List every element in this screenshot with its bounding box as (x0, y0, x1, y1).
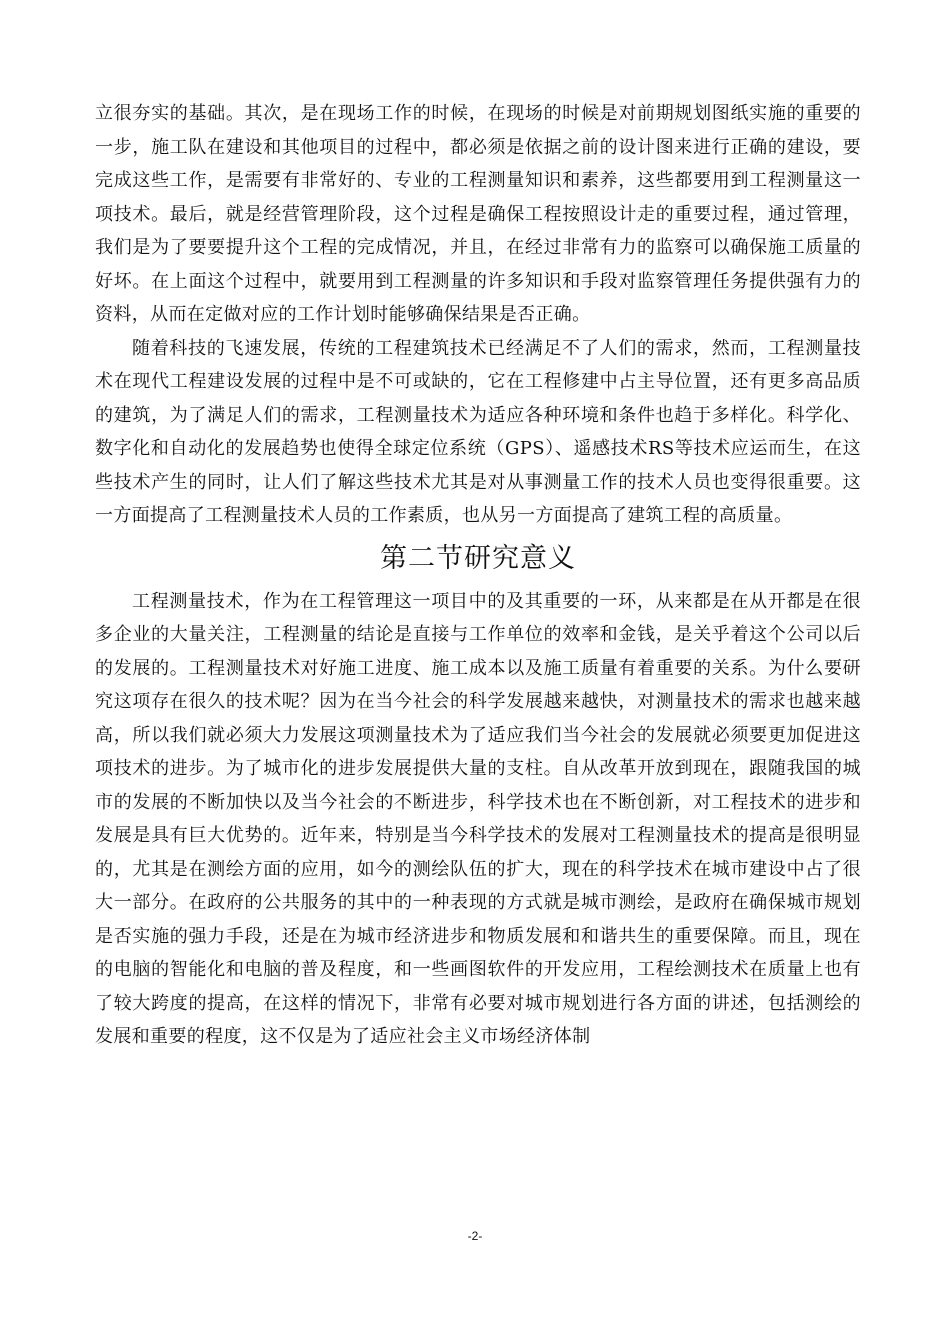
page-number: -2- (467, 1229, 483, 1243)
document-body (95, 97, 861, 1054)
section-heading: 第二节研究意义 (380, 542, 576, 574)
paragraph-research-significance: 工程测量技术，作为在工程管理这一项目中的及其重要的一环，从来都是在从开都是在很多企业的大量关注，工程测量的结论是直接与工作单位的效率和金钱，是关乎着这个公司以后的发展的。工程测量技术对好施工进度、施工成本以及施工质量有着重要的关系。为什么要研究这项存在很久的技术呢？因为在当今社会的科学发展越来越快，对测量技术的需求也越来越高，所以我们就必须大力发展这项测量技术为了适应我们当今社会的发展就必须要更加促进这项技术的进步。为了城市化的进步发展提供大量的支柱。自从改革开放到现在，跟随我国的城市的发展的不断加快以及当今社会的不断进步，科学技术也在不断创新，对工程技术的进步和发展是具有巨大优势的。近年来，特别是当今科学技术的发展对工程测量技术的提高是很明显的，尤其是在测绘方面的应用，如今的测绘队伍的扩大，现在的科学技术在城市建设中占了很大一部分。在政府的公共服务的其中的一种表现的方式就是城市测绘，是政府在确保城市规划是否实施的强力手段，还是在为城市经济进步和物质发展和和谐共生的重要保障。而且，现在的电脑的智能化和电脑的普及程度，和一些画图软件的开发应用，工程绘测技术在质量上也有了较大跨度的提高，在这样的情况下，非常有必要对城市规划进行各方面的讲述，包括测绘的发展和重要的程度，这不仅是为了适应社会主义市场经济体制 (95, 590, 861, 1047)
paragraph-continuation: 立很夯实的基础。其次，是在现场工作的时候，在现场的时候是对前期规划图纸实施的重要的一步，施工队在建设和其他项目的过程中，都必须是依据之前的设计图来进行正确的建设，要完成这些工作，是需要有非常好的、专业的工程测量知识和素养，这些都要用到工程测量这一项技术。最后，就是经营管理阶段，这个过程是确保工程按照设计走的重要过程，通过管理，我们是为了要要提升这个工程的完成情况，并且，在经过非常有力的监察可以确保施工质量的好坏。在上面这个过程中，就要用到工程测量的许多知识和手段对监察管理任务提供强有力的资料，从而在定做对应的工作计划时能够确保结果是否正确。 (95, 103, 861, 325)
paragraph-technology-development: 随着科技的飞速发展，传统的工程建筑技术已经满足不了人们的需求，然而，工程测量技术在现代工程建设发展的过程中是不可或缺的，它在工程修建中占主导位置，还有更多高品质的建筑，为了满足人们的需求，工程测量技术为适应各种环境和条件也趋于多样化。科学化、数字化和自动化的发展趋势也使得全球定位系统（GPS）、遥感技术RS等技术应运而生，在这些技术产生的同时，让人们了解这些技术尤其是对从事测量工作的技术人员也变得很重要。这一方面提高了工程测量技术人员的工作素质，也从另一方面提高了建筑工程的高质量。 (95, 337, 861, 526)
